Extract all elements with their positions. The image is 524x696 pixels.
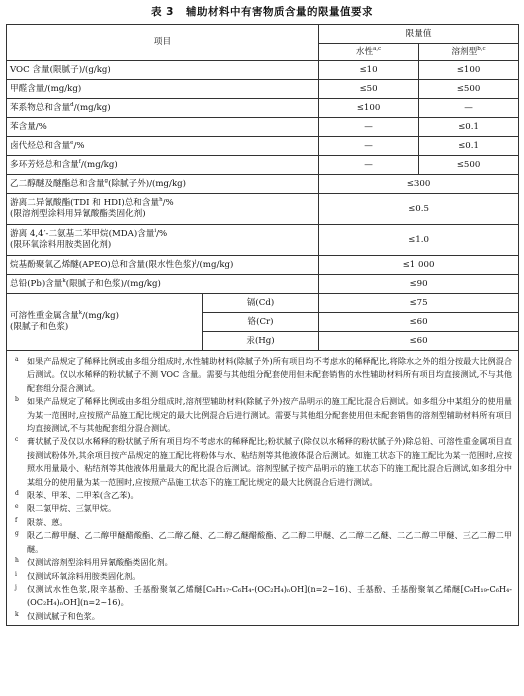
table-title [0, 4, 524, 19]
row-merged-value: ≤1.0 [319, 225, 519, 256]
row-merged-value: ≤1 000 [319, 256, 519, 275]
table-row [7, 118, 519, 137]
table-caption: 辅助材料中有害物质含量的限量值要求 [185, 6, 373, 18]
footnote-mark: i [15, 570, 17, 578]
row-solvent-value: — [419, 99, 519, 118]
footnote [13, 395, 512, 435]
footnote-mark: k [15, 610, 19, 618]
footnote [13, 435, 512, 489]
footnote [13, 583, 512, 610]
row-merged-value: ≤300 [319, 175, 519, 194]
metal-value: ≤60 [319, 332, 519, 351]
row-item: 总铅(Pb)含量$^k$(限腻子和色浆)/(mg/kg) [7, 275, 319, 294]
row-item: 烷基酚聚氧乙烯醚(APEO)总和含量(限水性色浆)$^j$/(mg/kg) [7, 256, 319, 275]
row-item: 游离 4,4′-二氨基二苯甲烷(MDA)含量$^i$/% (限环氧涂料用胺类固化剂) [7, 225, 319, 256]
footnote-mark: a [15, 356, 19, 363]
limit-table [6, 24, 519, 626]
footnote-text: 仅测试溶剂型涂料用异氰酸酯类固化剂。 [27, 557, 173, 568]
row-water-value: ≤10 [319, 61, 419, 80]
footnote-text: 限萘、蒽。 [27, 516, 68, 527]
table-notes [7, 351, 519, 626]
footnote [13, 489, 512, 502]
table-row [7, 294, 519, 313]
footnote-text: 限苯、甲苯、二甲苯(含乙苯)。 [27, 490, 139, 501]
header-solvent: 溶剂型$^{b,c}$ [419, 44, 519, 61]
row-solvent-value: ≤500 [419, 156, 519, 175]
table-row [7, 194, 519, 225]
header-item: 项目 [7, 25, 319, 61]
table-row [7, 61, 519, 80]
table-row [7, 80, 519, 99]
row-water-value: — [319, 118, 419, 137]
table-row [7, 256, 519, 275]
footnote-mark: h [15, 557, 19, 565]
footnote [13, 570, 512, 583]
footnote-text: 如果产品规定了稀释比例或由多组分组成时,溶剂型辅助材料(除腻子外)按产品明示的施工配比混合后测试。如多组分中某组分的使用量为某一范围时,应按照产品施工配比规定的最大比例混合后进行测试。需要与其他组分配套使用但未配套销售的溶剂型辅助材料所有项目均直接测试,不与其他配套组分混合测试。 [27, 396, 513, 434]
header-row-1 [7, 25, 519, 44]
row-merged-value: ≤90 [319, 275, 519, 294]
footnote-text: 膏状腻子及仅以水稀释的粉状腻子所有项目均不考虑水的稀释配比;粉状腻子(除仅以水稀释的粉状腻子外)除总铅、可溶性重金属项目直接测试粉体外,其余项目按产品规定的施工配比将粉体与水、粘结剂等其他液体混合后测试。如施工状态下的施工配比为某一范围时,应按照水用量最小、粘结剂等其他液体用量最大的配比混合后测试。溶剂型腻子按产品明示的施工状态下的施工配比混合后测试,如多组分中某组分的使用量为某一范围时,应按照产品施工状态下的施工配比规定的最大比例混合后进行测试。 [27, 436, 513, 487]
footnote-text: 仅测试环氧涂料用胺类固化剂。 [27, 570, 141, 581]
row-solvent-value: ≤0.1 [419, 118, 519, 137]
row-water-value: — [319, 156, 419, 175]
row-solvent-value: ≤0.1 [419, 137, 519, 156]
table-row [7, 225, 519, 256]
footnote-mark: d [15, 490, 19, 498]
footnote [13, 529, 512, 556]
row-water-value: — [319, 137, 419, 156]
table-row [7, 275, 519, 294]
footnote-text: 仅测试水性色浆,限辛基酚、壬基酚聚氧乙烯醚[C₈H₁₇-C₆H₄-(OC₂H₄)ₙOH](n=2~16)、壬基酚、壬基酚聚氧乙烯醚[C₉H₁₉-C₆H₄-(OC₂H₄)ₙOH](n=2~16)。 [27, 583, 513, 608]
footnote-text: 限乙二醇甲醚、乙二醇甲醚醋酸酯、乙二醇乙醚、乙二醇乙醚醋酸酯、乙二醇二甲醚、乙二醇二乙醚、二乙二醇二甲醚、三乙二醇二甲醚。 [27, 530, 513, 554]
footnote [13, 516, 512, 529]
row-solvent-value: ≤100 [419, 61, 519, 80]
metal-value: ≤60 [319, 313, 519, 332]
metal-name: 镉(Cd) [203, 294, 319, 313]
footnote-mark: g [15, 530, 19, 538]
row-water-value: ≤50 [319, 80, 419, 99]
row-item: 游离二异氰酸酯(TDI 和 HDI)总和含量$^h$/% (限溶剂型涂料用异氰酸酯类固化剂) [7, 194, 319, 225]
footnote-text: 如果产品规定了稀释比例或由多组分组成时,水性辅助材料(除腻子外)所有项目均不考虑水的稀释配比,将除水之外的组分按最大比例混合后测试。仅以水稀释的粉状腻子不测 VOC 含量。需要与其他组分配套使用但未配套销售的水性辅助材料所有项目均直接测试,不与其他配套组分混合测试。 [27, 356, 513, 393]
row-item: 苯含量/% [7, 118, 319, 137]
footnote-mark: b [15, 396, 19, 404]
footnote-mark: e [15, 503, 19, 511]
footnote-mark: f [15, 516, 18, 524]
row-item: 乙二醇醚及醚酯总和含量$^g$(除腻子外)/(mg/kg) [7, 175, 319, 194]
metal-value: ≤75 [319, 294, 519, 313]
row-item: 多环芳烃总和含量$^f$/(mg/kg) [7, 156, 319, 175]
footnote-mark: j [15, 583, 17, 591]
row-item: VOC 含量(限腻子)/(g/kg) [7, 61, 319, 80]
row-item: 卤代烃总和含量$^e$/% [7, 137, 319, 156]
row-item: 甲醛含量/(mg/kg) [7, 80, 319, 99]
footnote-text: 限二氯甲烷、三氯甲烷。 [27, 503, 117, 514]
footnote [13, 355, 512, 395]
table-row [7, 175, 519, 194]
metal-name: 铬(Cr) [203, 313, 319, 332]
notes-row [7, 351, 519, 626]
footnote-mark: c [15, 436, 19, 444]
heavy-metals-item: 可溶性重金属含量$^k$/(mg/kg) (限腻子和色浆) [7, 294, 203, 351]
header-limit: 限量值 [319, 25, 519, 44]
row-merged-value: ≤0.5 [319, 194, 519, 225]
header-water: 水性$^{a,c}$ [319, 44, 419, 61]
footnote-text: 仅测试腻子和色浆。 [27, 610, 100, 621]
row-water-value: ≤100 [319, 99, 419, 118]
table-row [7, 99, 519, 118]
table-row [7, 137, 519, 156]
metal-name: 汞(Hg) [203, 332, 319, 351]
row-item: 苯系物总和含量$^d$/(mg/kg) [7, 99, 319, 118]
footnote [13, 556, 512, 569]
footnote [13, 502, 512, 515]
table-row [7, 156, 519, 175]
row-solvent-value: ≤500 [419, 80, 519, 99]
footnote [13, 610, 512, 623]
table-number: 表 3 [151, 6, 174, 18]
